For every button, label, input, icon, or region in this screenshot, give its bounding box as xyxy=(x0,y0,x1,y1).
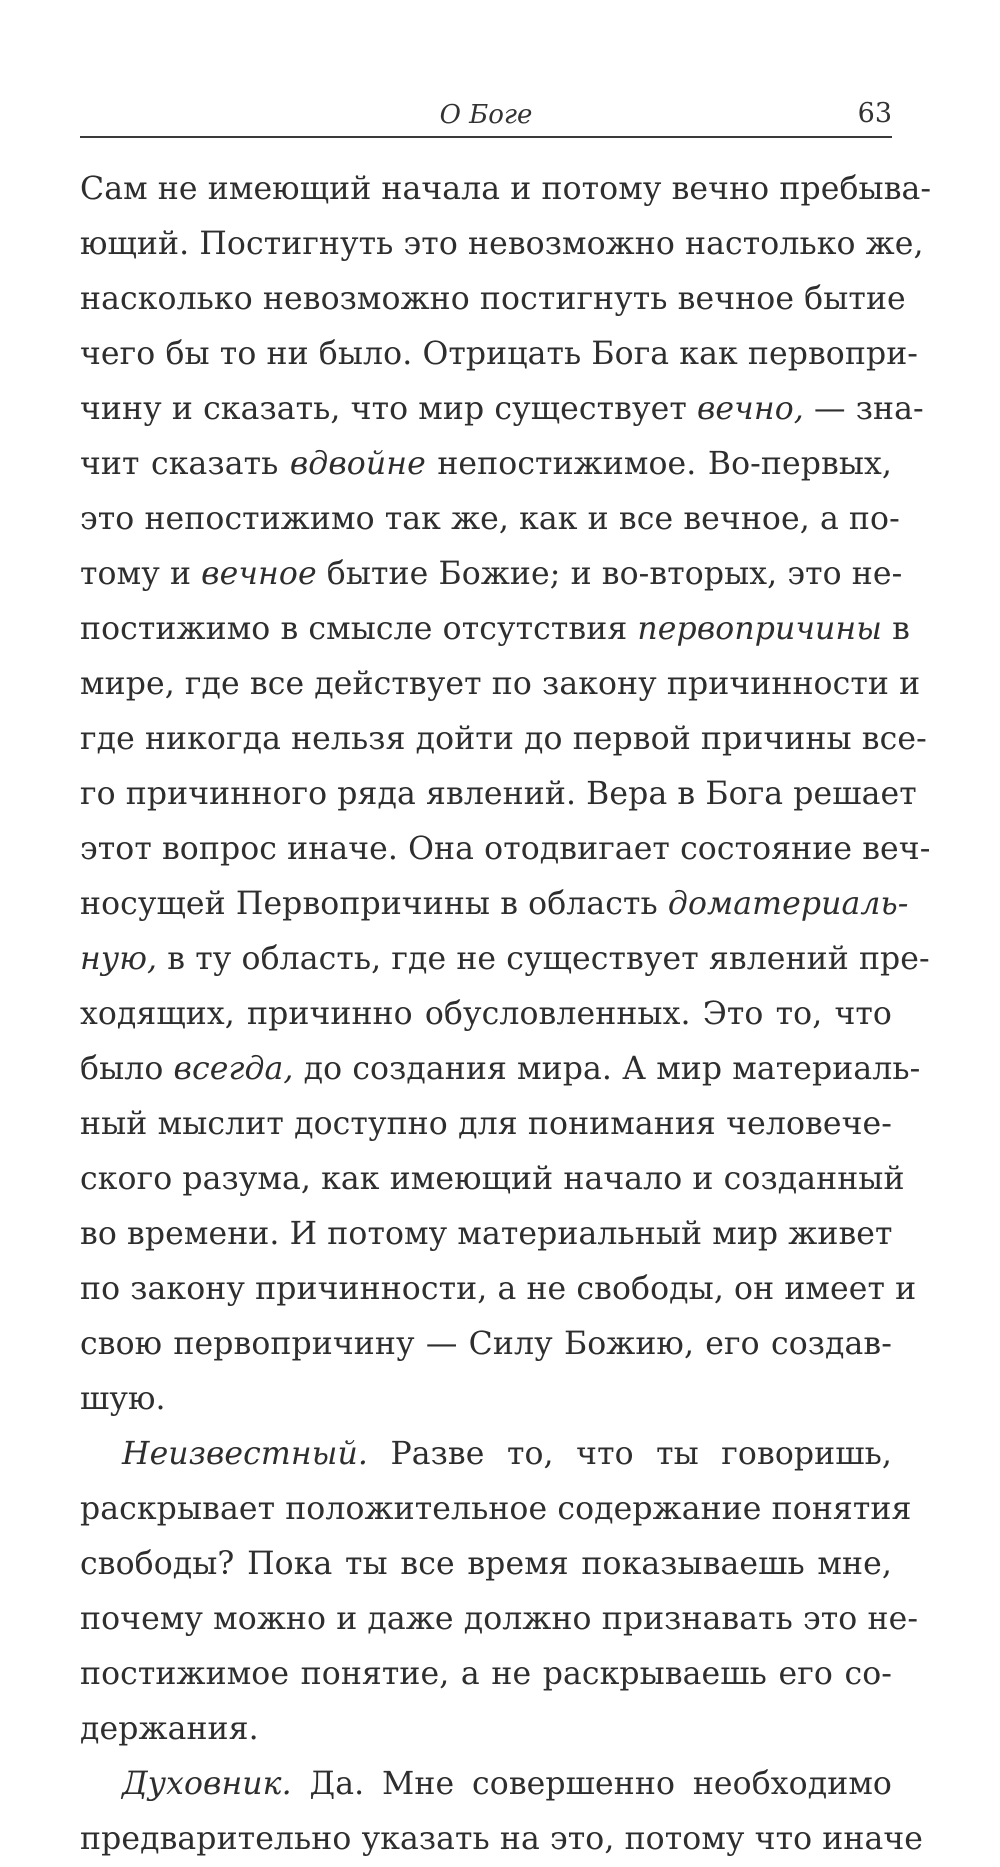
text-line: чит сказать вдвойне непостижимое. Во-первых, xyxy=(80,446,892,482)
text-line: это непостижимо так же, как и все вечное, а по- xyxy=(80,501,900,537)
text-line: предварительно указать на это, потому что иначе xyxy=(80,1821,924,1857)
text-line: во времени. И потому материальный мир живет xyxy=(80,1216,893,1252)
body-text xyxy=(80,162,932,1867)
italic-emphasis: вечно, xyxy=(696,391,804,427)
text-line: держания. xyxy=(80,1711,259,1747)
text-line: ского разума, как имеющий начало и созданный xyxy=(80,1161,905,1197)
italic-emphasis: ную, xyxy=(80,941,158,977)
speaker-line: Духовник. Да. Мне совершенно необходимо xyxy=(122,1766,892,1802)
text-line: почему можно и даже должно признавать это не- xyxy=(80,1601,919,1637)
speaker-name: Духовник. xyxy=(122,1766,292,1802)
text-line: Сам не имеющий начала и потому вечно пребыва- xyxy=(80,171,932,207)
text-line: где никогда нельзя дойти до первой причины все- xyxy=(80,721,927,757)
text-line: насколько невозможно постигнуть вечное бытие xyxy=(80,281,906,317)
text-line: тому и вечное бытие Божие; и во-вторых, это не- xyxy=(80,556,903,592)
text-line: чину и сказать, что мир существует вечно, — зна- xyxy=(80,391,924,427)
italic-emphasis: вдвойне xyxy=(289,446,426,482)
speaker-name: Неизвестный. xyxy=(122,1436,368,1472)
text-line: мире, где все действует по закону причинности и xyxy=(80,666,921,702)
text-line: ходящих, причинно обусловленных. Это то, что xyxy=(80,996,892,1032)
text-line: постижимо в смысле отсутствия первопричины в xyxy=(80,611,910,647)
text-line: раскрывает положительное содержание понятия xyxy=(80,1491,912,1527)
text-line: свободы? Пока ты все время показываешь мне, xyxy=(80,1546,892,1582)
chapter-title: О Боге xyxy=(439,100,533,130)
page-number: 63 xyxy=(857,98,892,129)
italic-emphasis: первопричины xyxy=(637,611,883,647)
italic-emphasis: всегда, xyxy=(173,1051,294,1087)
text-line: этот вопрос иначе. Она отодвигает состояние веч- xyxy=(80,831,931,867)
italic-emphasis: вечное xyxy=(201,556,317,592)
italic-emphasis: доматериаль- xyxy=(667,886,909,922)
text-line: было всегда, до создания мира. А мир материаль- xyxy=(80,1051,921,1087)
text-line: чего бы то ни было. Отрицать Бога как первопри- xyxy=(80,336,919,372)
speaker-line: Неизвестный. Разве то, что ты говоришь, xyxy=(122,1436,892,1472)
text-line: го причинного ряда явлений. Вера в Бога решает xyxy=(80,776,917,812)
text-line: ный мыслит доступно для понимания человече- xyxy=(80,1106,892,1142)
text-line: постижимое понятие, а не раскрываешь его со- xyxy=(80,1656,892,1692)
text-line: свою первопричину — Силу Божию, его создав- xyxy=(80,1326,892,1362)
text-line: носущей Первопричины в область доматериаль- xyxy=(80,886,909,922)
text-line: шую. xyxy=(80,1381,166,1417)
text-line: ную, в ту область, где не существует явлений пре- xyxy=(80,941,930,977)
text-line: ющий. Постигнуть это невозможно настолько же, xyxy=(80,226,924,262)
text-line: по закону причинности, а не свободы, он имеет и xyxy=(80,1271,917,1307)
book-page xyxy=(80,88,932,1857)
running-header xyxy=(80,88,892,138)
